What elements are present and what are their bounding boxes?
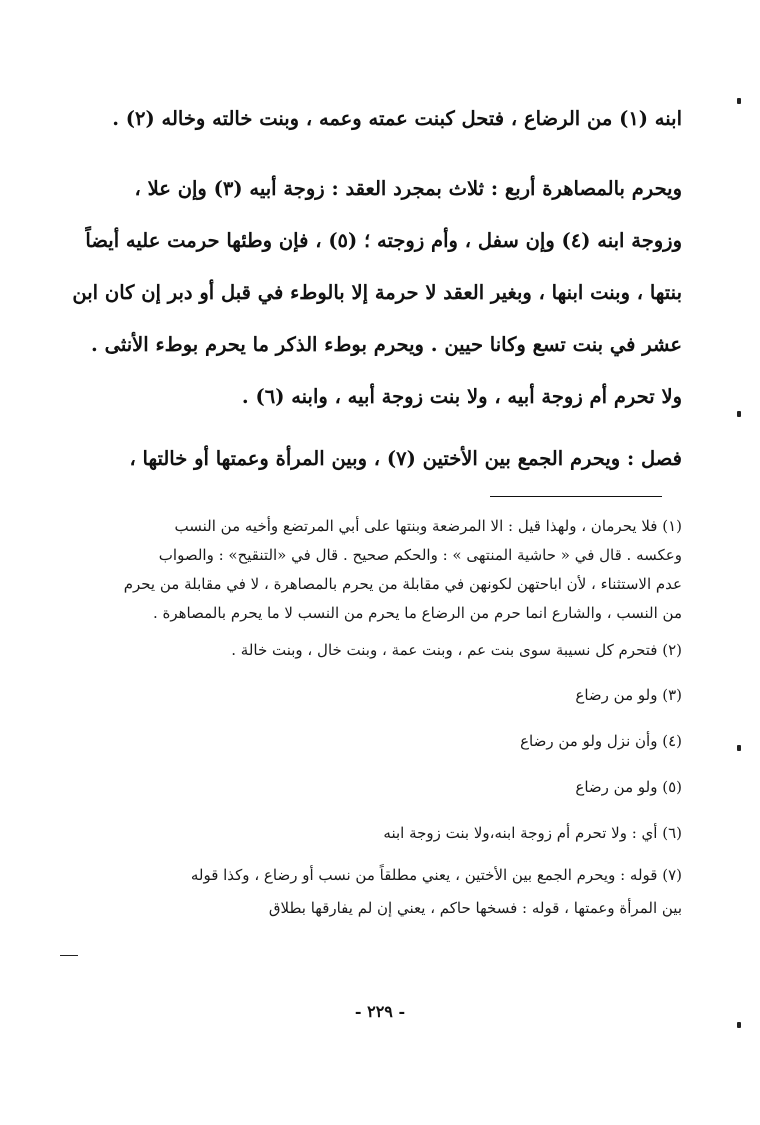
main-text-line: ويحرم بالمصاهرة أربع : ثلاث بمجرد العقد : زوجة أبيه (٣) وإن علا ، [134,177,682,200]
footnote-line: (٢) فتحرم كل نسيبة سوى بنت عم ، وبنت عمة ، وبنت خال ، وبنت خالة . [231,641,682,659]
footnote-line: من النسب ، والشارع انما حرم من الرضاع ما يحرم من النسب لا ما يحرم بالمصاهرة . [152,604,682,622]
main-text-paragraph-1 [60,93,682,145]
main-text-line: ابنه (١) من الرضاع ، فتحل كبنت عمته وعمه ، وبنت خالته وخاله (٢) . [112,107,682,130]
footnote-line: (٦) أي : ولا تحرم أم زوجة ابنه،ولا بنت زوجة ابنه [383,824,682,842]
margin-mark [737,411,741,417]
footnote-line: وعكسه . قال في « حاشية المنتهى » : والحكم صحيح . قال في «التنقيح» : والصواب [158,546,682,564]
footnote-separator [490,496,662,497]
footnote-line: عدم الاستثناء ، لأن اباحتهن لكونهن في مقابلة من يحرم بالمصاهرة ، لا في مقابلة من يحرم [123,575,682,593]
footnote-line: (٣) ولو من رضاع [575,686,682,704]
margin-mark [737,745,741,751]
main-text-paragraph-3 [60,433,682,485]
main-text-line: عشر في بنت تسع وكانا حيين . ويحرم بوطء الذكر ما يحرم بوطء الأنثى . [91,333,682,356]
footnotes-block [50,512,682,923]
footnote-line: بين المرأة وعمتها ، قوله : فسخها حاكم ، يعني إن لم يفارقها بطلاق [268,899,682,917]
footnote-line: (١) فلا يحرمان ، ولهذا قيل : الا المرضعة وبنتها على أبي المرتضع وأخيه من النسب [174,517,682,535]
main-text-line: وزوجة ابنه (٤) وإن سفل ، وأم زوجته ؛ (٥) ، فإن وطئها حرمت عليه أيضاً [85,229,682,252]
footnote-line: (٧) قوله : ويحرم الجمع بين الأختين ، يعني مطلقاً من نسب أو رضاع ، وكذا قوله [190,866,682,884]
footnote-line: (٥) ولو من رضاع [575,778,682,796]
margin-mark [737,98,741,104]
footnote-line: (٤) وأن نزل ولو من رضاع [520,732,682,750]
main-text-line: بنتها ، وبنت ابنها ، وبغير العقد لا حرمة إلا بالوطء في قبل أو دبر إن كان ابن [72,281,682,304]
page-number: - ٢٢٩ - [354,1002,406,1021]
main-text-line: ولا تحرم أم زوجة أبيه ، ولا بنت زوجة أبيه ، وابنه (٦) . [241,385,682,408]
main-text-line: فصل : ويحرم الجمع بين الأختين (٧) ، وبين المرأة وعمتها أو خالتها ، [129,447,682,470]
margin-mark [60,955,78,956]
main-text-paragraph-2 [60,163,682,423]
margin-mark [737,1022,741,1028]
